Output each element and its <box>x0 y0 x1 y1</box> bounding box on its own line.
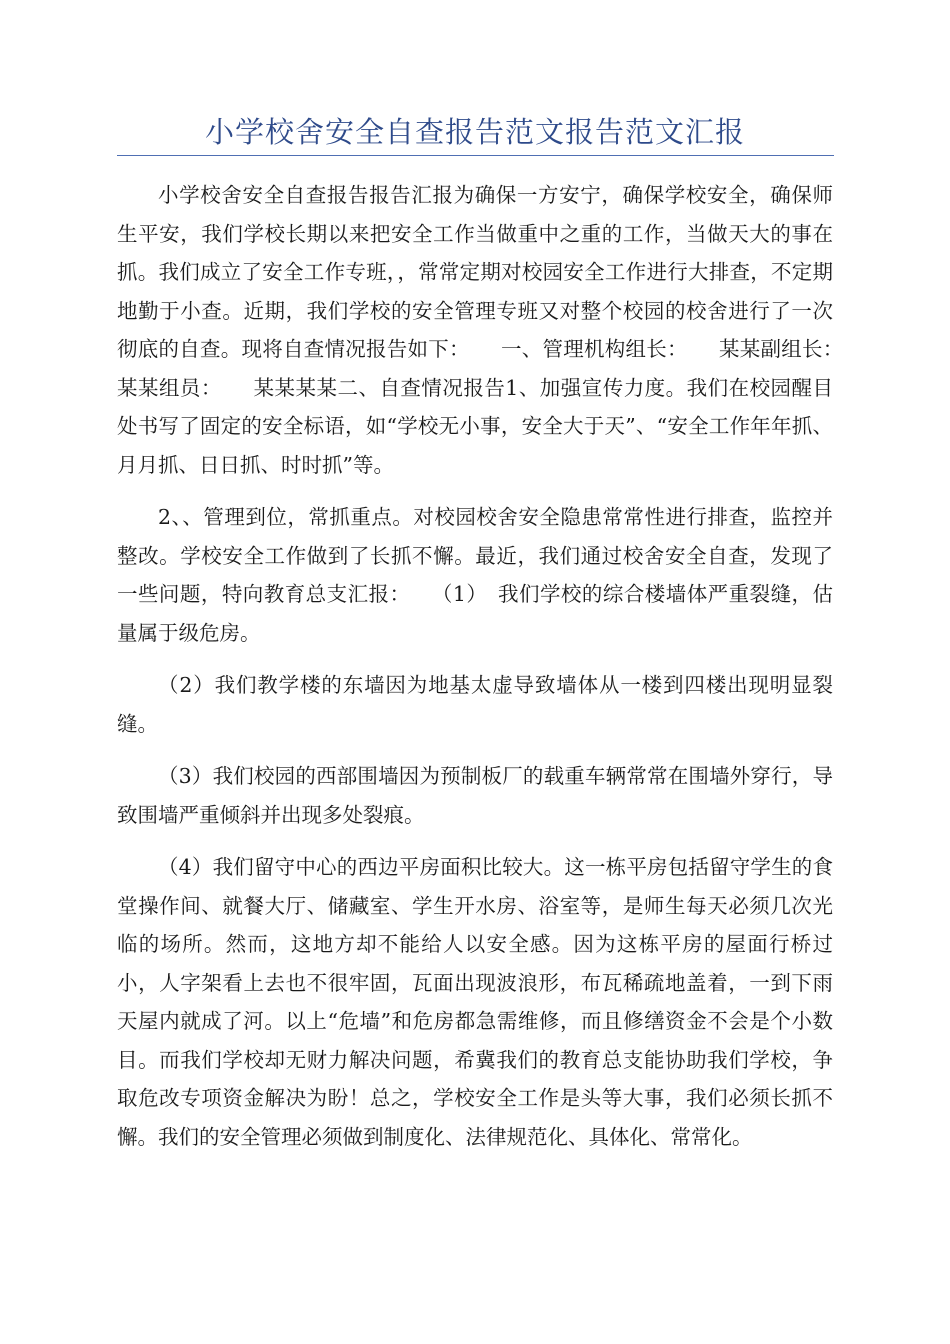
title-underline <box>117 155 834 156</box>
document-body <box>117 176 874 1156</box>
paragraph-item-4: （4）我们留守中心的西边平房面积比较大。这一栋平房包括留守学生的食堂操作间、就餐大厅、储藏室、学生开水房、浴室等，是师生每天必须几次光临的场所。然而，这地方却不能给人以安全感。因为这栋平房的屋面行桥过小，人字架看上去也不很牢固，瓦面出现波浪形，布瓦稀疏地盖着，一到下雨天屋内就成了河。以上“危墙”和危房都急需维修，而且修缮资金不会是个小数目。而我们学校却无财力解决问题，希冀我们的教育总支能协助我们学校，争取危改专项资金解决为盼！总之，学校安全工作是头等大事，我们必须长抓不懈。我们的安全管理必须做到制度化、法律规范化、具体化、常常化。 <box>117 855 833 1149</box>
paragraph-intro: 小学校舍安全自查报告报告汇报为确保一方安宁，确保学校安全，确保师生平安，我们学校长期以来把安全工作当做重中之重的工作，当做天大的事在抓。我们成立了安全工作专班，，常常定期对校园安全工作进行大排查，不定期地勤于小查。近期，我们学校的安全管理专班又对整个校园的校舍进行了一次彻底的自查。现将自查情况报告如下： 一、管理机构组长： 某某副组长： 某某组员： 某某某某二、自查情况报告1、加强宣传力度。我们在校园醒目处书写了固定的安全标语，如“学校无小事，安全大于天”、“安全工作年年抓、月月抓、日日抓、时时抓”等。 <box>117 183 874 477</box>
paragraph-item-3: （3）我们校园的西部围墙因为预制板厂的载重车辆常常在围墙外穿行，导致围墙严重倾斜并出现多处裂痕。 <box>117 764 833 827</box>
paragraph-management: 2、、管理到位，常抓重点。对校园校舍安全隐患常常性进行排查，监控并整改。学校安全工作做到了长抓不懈。最近，我们通过校舍安全自查，发现了一些问题，特向教育总支汇报： （1） 我们学校的综合楼墙体严重裂缝，估量属于级危房。 <box>117 505 833 645</box>
document-title: 小学校舍安全自查报告范文报告范文汇报 <box>204 115 745 149</box>
paragraph-item-2: （2）我们教学楼的东墙因为地基太虚导致墙体从一楼到四楼出现明显裂缝。 <box>117 673 833 736</box>
